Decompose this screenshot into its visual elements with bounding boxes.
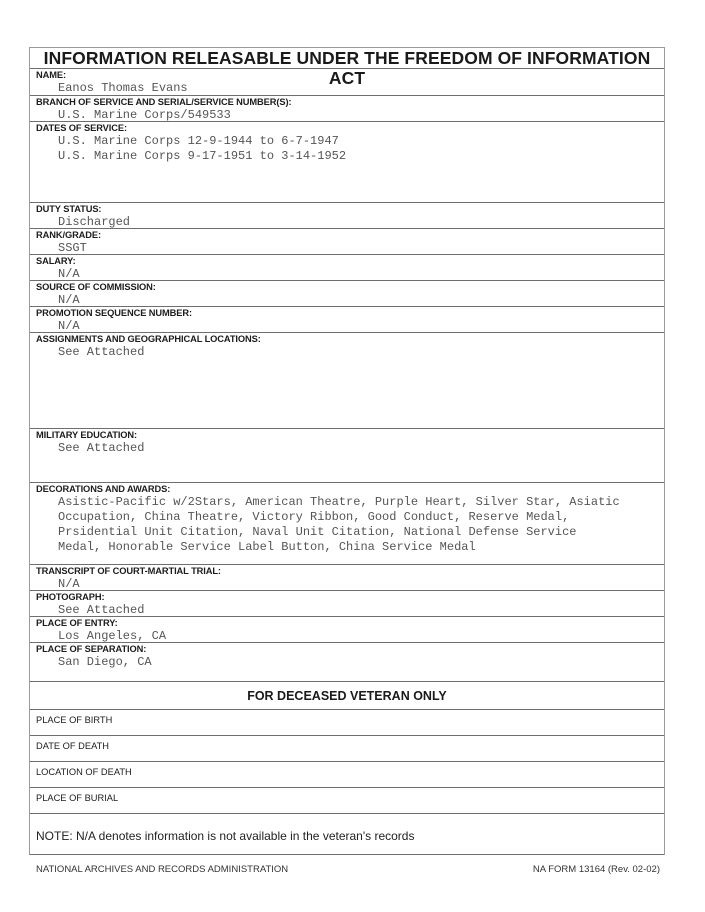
field-location-of-death [30,762,664,788]
field-label: PROMOTION SEQUENCE NUMBER: [36,308,192,318]
field-value: See Attached [58,603,145,617]
field-label: RANK/GRADE: [36,230,102,240]
field-label: MILITARY EDUCATION: [36,430,138,440]
field-branch [30,96,664,122]
field-label: DUTY STATUS: [36,204,102,214]
field-label: PLACE OF BIRTH [36,715,113,725]
field-duty-status [30,203,664,229]
form-number: NA FORM 13164 (Rev. 02-02) [532,864,660,875]
field-salary [30,255,664,281]
field-value: Occupation, China Theatre, Victory Ribbon, Good Conduct, Reserve Medal, [58,510,570,524]
field-place-of-entry [30,617,664,643]
field-label: NAME: [36,70,66,80]
field-label: TRANSCRIPT OF COURT-MARTIAL TRIAL: [36,566,221,576]
agency-name: NATIONAL ARCHIVES AND RECORDS ADMINISTRATION [36,864,289,875]
field-assignments [30,333,664,429]
field-value: N/A [58,267,80,281]
field-value: Eanos Thomas Evans [58,81,188,95]
field-value: Medal, Honorable Service Label Button, China Service Medal [58,540,476,554]
field-value: N/A [58,577,80,591]
field-label: PLACE OF BURIAL [36,793,119,803]
field-label: DECORATIONS AND AWARDS: [36,484,171,494]
field-value: U.S. Marine Corps 9-17-1951 to 3-14-1952 [58,149,347,163]
field-date-of-death [30,736,664,762]
field-value: Asistic-Pacific w/2Stars, American Theatre, Purple Heart, Silver Star, Asiatic [58,495,620,509]
field-source-of-commission [30,281,664,307]
field-place-of-burial [30,788,664,814]
field-value: N/A [58,319,80,333]
foia-form [29,47,665,855]
field-value: Discharged [58,215,131,229]
field-value: U.S. Marine Corps/549533 [58,108,231,122]
field-value: SSGT [58,241,87,255]
field-court-martial [30,565,664,591]
field-label: DATE OF DEATH [36,741,109,751]
field-dates-of-service [30,122,664,203]
note-text: NOTE: N/A denotes information is not available in the veteran's records [30,814,664,855]
field-value: San Diego, CA [58,655,152,669]
field-place-of-birth [30,710,664,736]
deceased-section-heading: FOR DECEASED VETERAN ONLY [30,682,664,710]
field-label: BRANCH OF SERVICE AND SERIAL/SERVICE NUMBER(S): [36,97,292,107]
field-photograph [30,591,664,617]
form-title: INFORMATION RELEASABLE UNDER THE FREEDOM OF INFORMATION ACT [30,48,664,69]
field-military-education [30,429,664,483]
field-label: ASSIGNMENTS AND GEOGRAPHICAL LOCATIONS: [36,334,261,344]
field-value: Los Angeles, CA [58,629,167,643]
field-decorations [30,483,664,565]
field-value: N/A [58,293,80,307]
field-label: LOCATION OF DEATH [36,767,132,777]
field-label: SOURCE OF COMMISSION: [36,282,156,292]
field-value: U.S. Marine Corps 12-9-1944 to 6-7-1947 [58,134,339,148]
field-label: DATES OF SERVICE: [36,123,127,133]
field-label: PLACE OF ENTRY: [36,618,118,628]
field-promotion-sequence [30,307,664,333]
field-label: PLACE OF SEPARATION: [36,644,147,654]
field-value: See Attached [58,441,145,455]
field-label: PHOTOGRAPH: [36,592,105,602]
field-value: Prsidential Unit Citation, Naval Unit Citation, National Defense Service [58,525,577,539]
field-value: See Attached [58,345,145,359]
form-footer [36,864,660,875]
field-label: SALARY: [36,256,76,266]
field-rank [30,229,664,255]
field-place-of-separation [30,643,664,682]
